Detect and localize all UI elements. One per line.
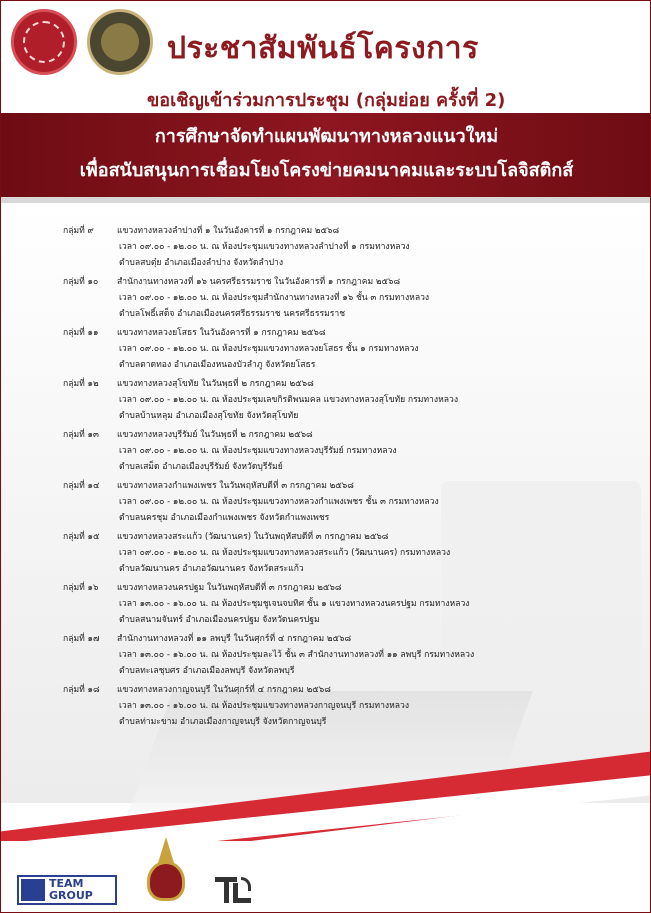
- schedule-group: [63, 376, 643, 424]
- group-label: กลุ่มที่ ๑๘: [63, 685, 100, 695]
- schedule-group: [63, 274, 643, 322]
- team-group-mark-icon: [21, 879, 45, 901]
- group-venue-date: สำนักงานทางหลวงที่ ๑๑ ลพบุรี ในวันศุกร์ที่ ๔ กรกฎาคม ๒๕๖๘: [117, 634, 352, 644]
- group-label: กลุ่มที่ ๑๖: [63, 583, 99, 593]
- schedule-group: [63, 325, 643, 373]
- page-title: ประชาสัมพันธ์โครงการ: [167, 31, 479, 66]
- group-label: กลุ่มที่ ๙: [63, 226, 94, 236]
- header: [1, 1, 651, 111]
- group-time-room: เวลา ๐๙.๐๐ - ๑๒.๐๐ น. ณ ห้องประชุมแขวงทางหลวงกำแพงเพชร ชั้น ๓ กรมทางหลวง: [119, 497, 439, 507]
- group-address: ตำบลสนามจันทร์ อำเภอเมืองนครปฐม จังหวัดนครปฐม: [119, 615, 320, 625]
- group-venue-date: แขวงทางหลวงกาญจนบุรี ในวันศุกร์ที่ ๔ กรกฎาคม ๒๕๖๘: [117, 685, 331, 695]
- group-label: กลุ่มที่ ๑๕: [63, 532, 100, 542]
- team-group-logo-text: TEAM GROUP: [49, 877, 93, 902]
- department-of-highways-logo-icon: [87, 9, 153, 75]
- tl-company-logo-icon: [215, 875, 253, 905]
- university-emblem-icon: [141, 837, 191, 907]
- team-group-logo-icon: [17, 875, 117, 905]
- group-address: ตำบลเสม็ด อำเภอเมืองบุรีรัมย์ จังหวัดบุรีรัมย์: [119, 462, 283, 472]
- banner-line-1: การศึกษาจัดทำแผนพัฒนาทางหลวงแนวใหม่: [154, 126, 499, 147]
- group-venue-date: แขวงทางหลวงลำปางที่ ๑ ในวันอังคารที่ ๑ กรกฎาคม ๒๕๖๘: [117, 226, 340, 236]
- group-label: กลุ่มที่ ๑๔: [63, 481, 100, 491]
- group-address: ตำบลวัฒนานคร อำเภอวัฒนานคร จังหวัดสระแก้ว: [119, 564, 304, 574]
- group-label: กลุ่มที่ ๑๐: [63, 277, 99, 287]
- group-address: ตำบลนครชุม อำเภอเมืองกำแพงเพชร จังหวัดกำแพงเพชร: [119, 513, 330, 523]
- group-label: กลุ่มที่ ๑๒: [63, 379, 99, 389]
- banner-line-2: เพื่อสนับสนุนการเชื่อมโยงโครงข่ายคมนาคมและระบบโลจิสติกส์: [79, 160, 574, 181]
- group-venue-date: แขวงทางหลวงกำแพงเพชร ในวันพฤหัสบดีที่ ๓ กรกฎาคม ๒๕๖๘: [117, 481, 354, 491]
- group-label: กลุ่มที่ ๑๑: [63, 328, 99, 338]
- group-time-room: เวลา ๑๓.๐๐ - ๑๖.๐๐ น. ณ ห้องประชุมชูเจนจบทิศ ชั้น ๑ แขวงทางหลวงนครปฐม กรมทางหลวง: [119, 599, 470, 609]
- meeting-schedule: [63, 223, 643, 733]
- group-time-room: เวลา ๐๙.๐๐ - ๑๒.๐๐ น. ณ ห้องประชุมแขวงทางหลวงบุรีรัมย์ กรมทางหลวง: [119, 446, 397, 456]
- project-banner: [1, 113, 651, 197]
- ministry-seal-icon: [11, 9, 77, 75]
- group-venue-date: แขวงทางหลวงยโสธร ในวันอังคารที่ ๑ กรกฎาคม ๒๕๖๘: [117, 328, 326, 338]
- group-address: ตำบลโพธิ์เสด็จ อำเภอเมืองนครศรีธรรมราช นครศรีธรรมราช: [119, 309, 346, 319]
- group-time-room: เวลา ๐๙.๐๐ - ๑๒.๐๐ น. ณ ห้องประชุมแขวงทางหลวงยโสธร ชั้น ๑ กรมทางหลวง: [119, 344, 419, 354]
- schedule-group: [63, 427, 643, 475]
- group-time-room: เวลา ๐๙.๐๐ - ๑๒.๐๐ น. ณ ห้องประชุมเลขกิรติพนมคล แขวงทางหลวงสุโขทัย กรมทางหลวง: [119, 395, 459, 405]
- group-address: ตำบลทะเลชุบศร อำเภอเมืองลพบุรี จังหวัดลพบุรี: [119, 666, 295, 676]
- group-time-room: เวลา ๑๓.๐๐ - ๑๖.๐๐ น. ณ ห้องประชุมละไว้ ชั้น ๓ สำนักงานทางหลวงที่ ๑๑ ลพบุรี กรมทางหลวง: [119, 650, 475, 660]
- group-address: ตำบลสบตุ๋ย อำเภอเมืองลำปาง จังหวัดลำปาง: [119, 258, 284, 268]
- group-label: กลุ่มที่ ๑๓: [63, 430, 99, 440]
- schedule-group: [63, 478, 643, 526]
- group-venue-date: แขวงทางหลวงสุโขทัย ในวันพุธที่ ๒ กรกฎาคม ๒๕๖๘: [117, 379, 314, 389]
- schedule-group: [63, 682, 643, 730]
- group-venue-date: แขวงทางหลวงสระแก้ว (วัฒนานคร) ในวันพฤหัสบดีที่ ๓ กรกฎาคม ๒๕๖๘: [117, 532, 389, 542]
- group-time-room: เวลา ๐๙.๐๐ - ๑๒.๐๐ น. ณ ห้องประชุมแขวงทางหลวงลำปางที่ ๑ กรมทางหลวง: [119, 242, 410, 252]
- group-venue-date: แขวงทางหลวงบุรีรัมย์ ในวันพุธที่ ๒ กรกฎาคม ๒๕๖๘: [117, 430, 313, 440]
- group-time-room: เวลา ๐๙.๐๐ - ๑๒.๐๐ น. ณ ห้องประชุมแขวงทางหลวงสระแก้ว (วัฒนานคร) กรมทางหลวง: [119, 548, 451, 558]
- group-address: ตำบลท่ามะขาม อำเภอเมืองกาญจนบุรี จังหวัดกาญจนบุรี: [119, 717, 327, 727]
- group-time-room: เวลา ๐๙.๐๐ - ๑๒.๐๐ น. ณ ห้องประชุมสำนักงานทางหลวงที่ ๑๖ ชั้น ๓ กรมทางหลวง: [119, 293, 430, 303]
- group-time-room: เวลา ๑๓.๐๐ - ๑๖.๐๐ น. ณ ห้องประชุมแขวงทางหลวงกาญจนบุรี กรมทางหลวง: [119, 701, 410, 711]
- schedule-group: [63, 580, 643, 628]
- page-subtitle: ขอเชิญเข้าร่วมการประชุม (กลุ่มย่อย ครั้งที่ 2): [147, 90, 506, 111]
- group-venue-date: แขวงทางหลวงนครปฐม ในวันพฤหัสบดีที่ ๓ กรกฎาคม ๒๕๖๘: [117, 583, 342, 593]
- group-venue-date: สำนักงานทางหลวงที่ ๑๖ นครศรีธรรมราช ในวันอังคารที่ ๑ กรกฎาคม ๒๕๖๘: [117, 277, 401, 287]
- group-address: ตำบลบ้านหลุม อำเภอเมืองสุโขทัย จังหวัดสุโขทัย: [119, 411, 299, 421]
- schedule-group: [63, 223, 643, 271]
- group-address: ตำบลตาดทอง อำเภอเมืองหนองบัวลำภู จังหวัดยโสธร: [119, 360, 316, 370]
- schedule-group: [63, 631, 643, 679]
- schedule-group: [63, 529, 643, 577]
- group-label: กลุ่มที่ ๑๗: [63, 634, 100, 644]
